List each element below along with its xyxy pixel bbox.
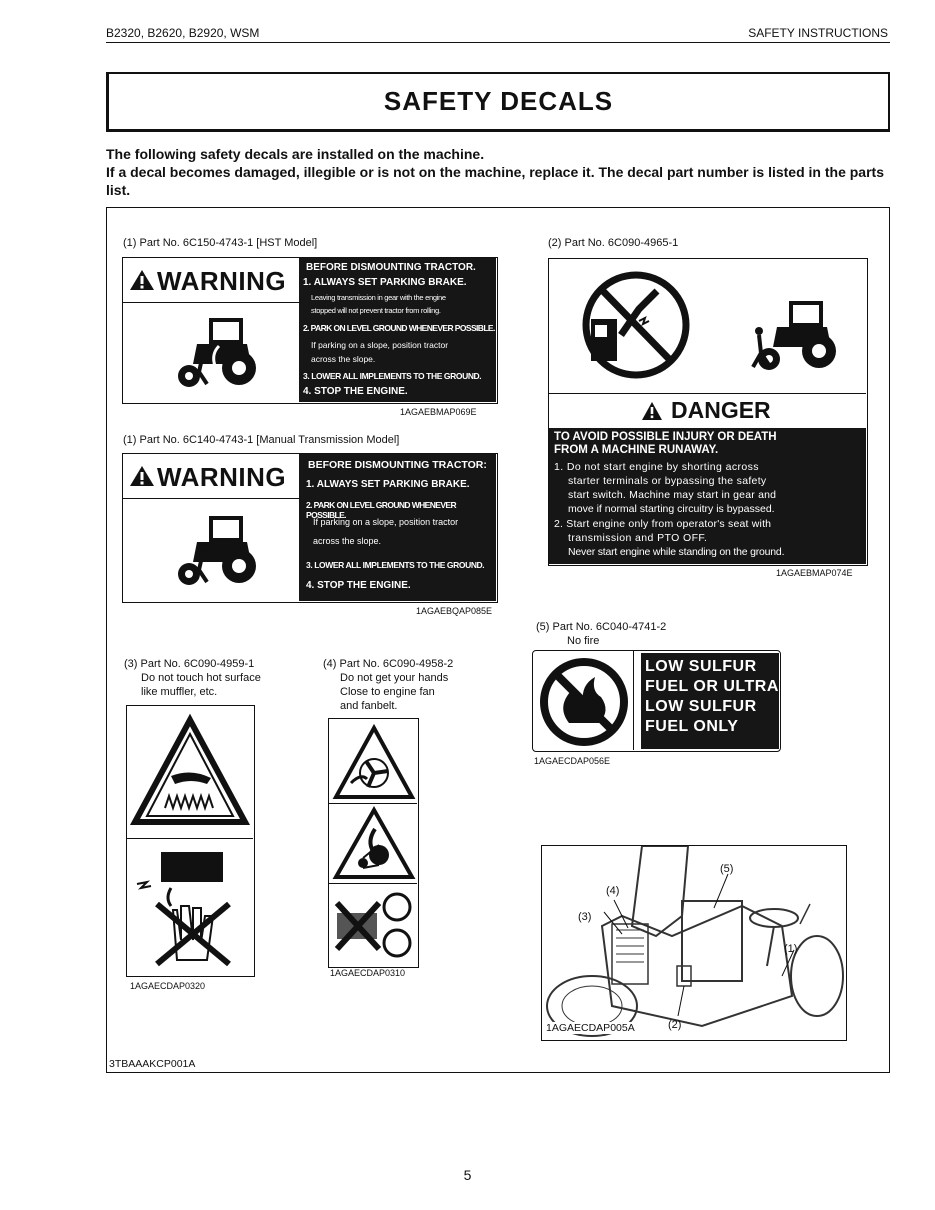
- callout-4: (4): [606, 885, 620, 897]
- decal5-code: 1AGAECDAP056E: [534, 756, 611, 766]
- decal4-caption-2: Do not get your hands: [340, 672, 449, 684]
- tractor-location-drawing: [541, 845, 847, 1041]
- decal2-signal-panel: [549, 393, 866, 428]
- tractor-engine-illustration: [542, 846, 847, 1041]
- decal2-line: move if normal starting circuitry is bypassed.: [568, 503, 775, 515]
- decal1-code: 1AGAEBMAP069E: [400, 407, 477, 417]
- intro-line-2: If a decal becomes damaged, illegible or is not on the machine, replace it. The decal part number is listed in the parts list.: [106, 164, 884, 198]
- page-title: SAFETY DECALS: [383, 86, 614, 116]
- decal5-divider: [633, 651, 634, 750]
- decal1-hst: [122, 257, 498, 404]
- decal2-caption: (2) Part No. 6C090-4965-1: [548, 237, 679, 249]
- decal2-line: Never start engine while standing on the ground.: [568, 546, 785, 558]
- decal2-signal-word: DANGER: [671, 397, 771, 423]
- decal2-line: transmission and PTO OFF.: [568, 532, 708, 544]
- belt-hazard-icon: [333, 807, 415, 881]
- decal2-headline: TO AVOID POSSIBLE INJURY OR DEATH: [554, 431, 777, 443]
- decal1b-line: across the slope.: [313, 536, 382, 546]
- decal5-low-sulfur: [532, 650, 781, 752]
- decal5-caption-1: (5) Part No. 6C040-4741-2: [536, 621, 667, 633]
- intro-text: [106, 145, 896, 199]
- decal1b-code: 1AGAEBQAP085E: [416, 606, 493, 616]
- callout-5: (5): [720, 863, 734, 875]
- decal1-line: 3. LOWER ALL IMPLEMENTS TO THE GROUND.: [303, 371, 482, 381]
- callout-2: (2): [668, 1019, 682, 1031]
- decal4-caption-3: Close to engine fan: [340, 686, 435, 698]
- decal1-line: 4. STOP THE ENGINE.: [303, 386, 408, 397]
- tractor-rollaway-icon: [159, 512, 269, 592]
- decal1-line: across the slope.: [311, 354, 376, 364]
- decal4-divider-2: [329, 883, 417, 884]
- warning-triangle-icon: [129, 465, 155, 487]
- decal5-line: LOW SULFUR: [645, 658, 757, 675]
- decal5-line: LOW SULFUR: [645, 698, 757, 715]
- title-box: [106, 72, 890, 132]
- warning-triangle-icon: [129, 269, 155, 291]
- decal4-code: 1AGAECDAP0310: [330, 968, 406, 978]
- decal1b-line: 1. ALWAYS SET PARKING BRAKE.: [306, 479, 470, 490]
- figure-code: 3TBAAAKCP001A: [109, 1058, 196, 1070]
- decal1b-signal-panel: [123, 454, 299, 499]
- no-touch-muffler-icon: [133, 848, 251, 968]
- decal2-code: 1AGAEBMAP074E: [776, 568, 853, 578]
- callout-1: (1): [784, 943, 798, 955]
- decal4-caption-4: and fanbelt.: [340, 700, 398, 712]
- decal1b-line: 3. LOWER ALL IMPLEMENTS TO THE GROUND.: [306, 560, 485, 570]
- decal1-message-panel: [299, 258, 496, 402]
- header-section: SAFETY INSTRUCTIONS: [748, 26, 888, 40]
- decal3-code: 1AGAECDAP0320: [130, 981, 206, 991]
- decal1-manual: [122, 453, 498, 603]
- location-code: 1AGAECDAP005A: [546, 1022, 635, 1034]
- intro-line-1: The following safety decals are installed on the machine.: [106, 146, 485, 162]
- decal1b-line: 2. PARK ON LEVEL GROUND WHENEVER POSSIBLE.: [306, 500, 457, 520]
- decal2-line: start switch. Machine may start in gear and: [568, 489, 777, 501]
- danger-triangle-icon: [641, 401, 663, 421]
- decal5-line: FUEL ONLY: [645, 718, 739, 735]
- no-hands-near-belt-icon: [331, 887, 417, 965]
- decal1-caption: (1) Part No. 6C150-4743-1 [HST Model]: [123, 237, 318, 249]
- decal2-line: 1. Do not start engine by shorting across: [554, 461, 759, 473]
- no-fire-icon: [539, 657, 629, 747]
- page-number: 5: [463, 1167, 472, 1183]
- tractor-runaway-icon: [739, 297, 849, 377]
- decal1b-signal-word: WARNING: [157, 462, 287, 492]
- decal2-line: starter terminals or bypassing the safety: [568, 475, 767, 487]
- decal1b-line: 4. STOP THE ENGINE.: [306, 580, 411, 591]
- decal1b-line: If parking on a slope, position tractor: [313, 517, 459, 527]
- decal2-danger: [548, 258, 868, 566]
- decal3-caption-1: (3) Part No. 6C090-4959-1: [124, 658, 255, 670]
- decal1-line: 2. PARK ON LEVEL GROUND WHENEVER POSSIBLE.: [303, 323, 495, 333]
- decal2-line: 2. Start engine only from operator's seat with: [554, 518, 772, 530]
- hot-surface-warning-icon: [131, 716, 249, 828]
- decal2-message-panel: [549, 428, 866, 564]
- decal5-line: FUEL OR ULTRA: [645, 678, 779, 695]
- decal1-line: stopped will not prevent tractor from rolling.: [311, 306, 441, 315]
- fan-hazard-icon: [333, 725, 415, 801]
- decal1b-line: BEFORE DISMOUNTING TRACTOR:: [308, 459, 487, 471]
- decal1-line: BEFORE DISMOUNTING TRACTOR.: [306, 262, 476, 273]
- decal1-line: 1. ALWAYS SET PARKING BRAKE.: [303, 277, 467, 288]
- decal1-signal-word: WARNING: [157, 266, 287, 296]
- decal1-line: If parking on a slope, position tractor: [311, 340, 449, 350]
- decal1-signal-panel: [123, 258, 299, 303]
- tractor-rollaway-icon: [159, 314, 269, 394]
- decal3-caption-2: Do not touch hot surface: [141, 672, 261, 684]
- callout-3: (3): [578, 911, 592, 923]
- decal5-message-panel: [641, 653, 779, 749]
- decal5-caption-2: No fire: [567, 635, 600, 647]
- header-rule: [106, 42, 890, 43]
- header-models: B2320, B2620, B2920, WSM: [106, 26, 260, 40]
- decal4-fan-belt: [328, 718, 419, 968]
- decal3-divider: [127, 838, 253, 839]
- decal1-line: Leaving transmission in gear with the engine: [311, 293, 446, 302]
- decal2-headline: FROM A MACHINE RUNAWAY.: [554, 444, 719, 456]
- decal1b-caption: (1) Part No. 6C140-4743-1 [Manual Transmission Model]: [123, 434, 400, 446]
- decal3-caption-3: like muffler, etc.: [141, 686, 218, 698]
- decal4-divider-1: [329, 803, 417, 804]
- no-bypass-start-icon: [581, 269, 691, 381]
- decal4-caption-1: (4) Part No. 6C090-4958-2: [323, 658, 454, 670]
- decal1b-message-panel: [299, 454, 496, 601]
- decal3-hot-surface: [126, 705, 255, 977]
